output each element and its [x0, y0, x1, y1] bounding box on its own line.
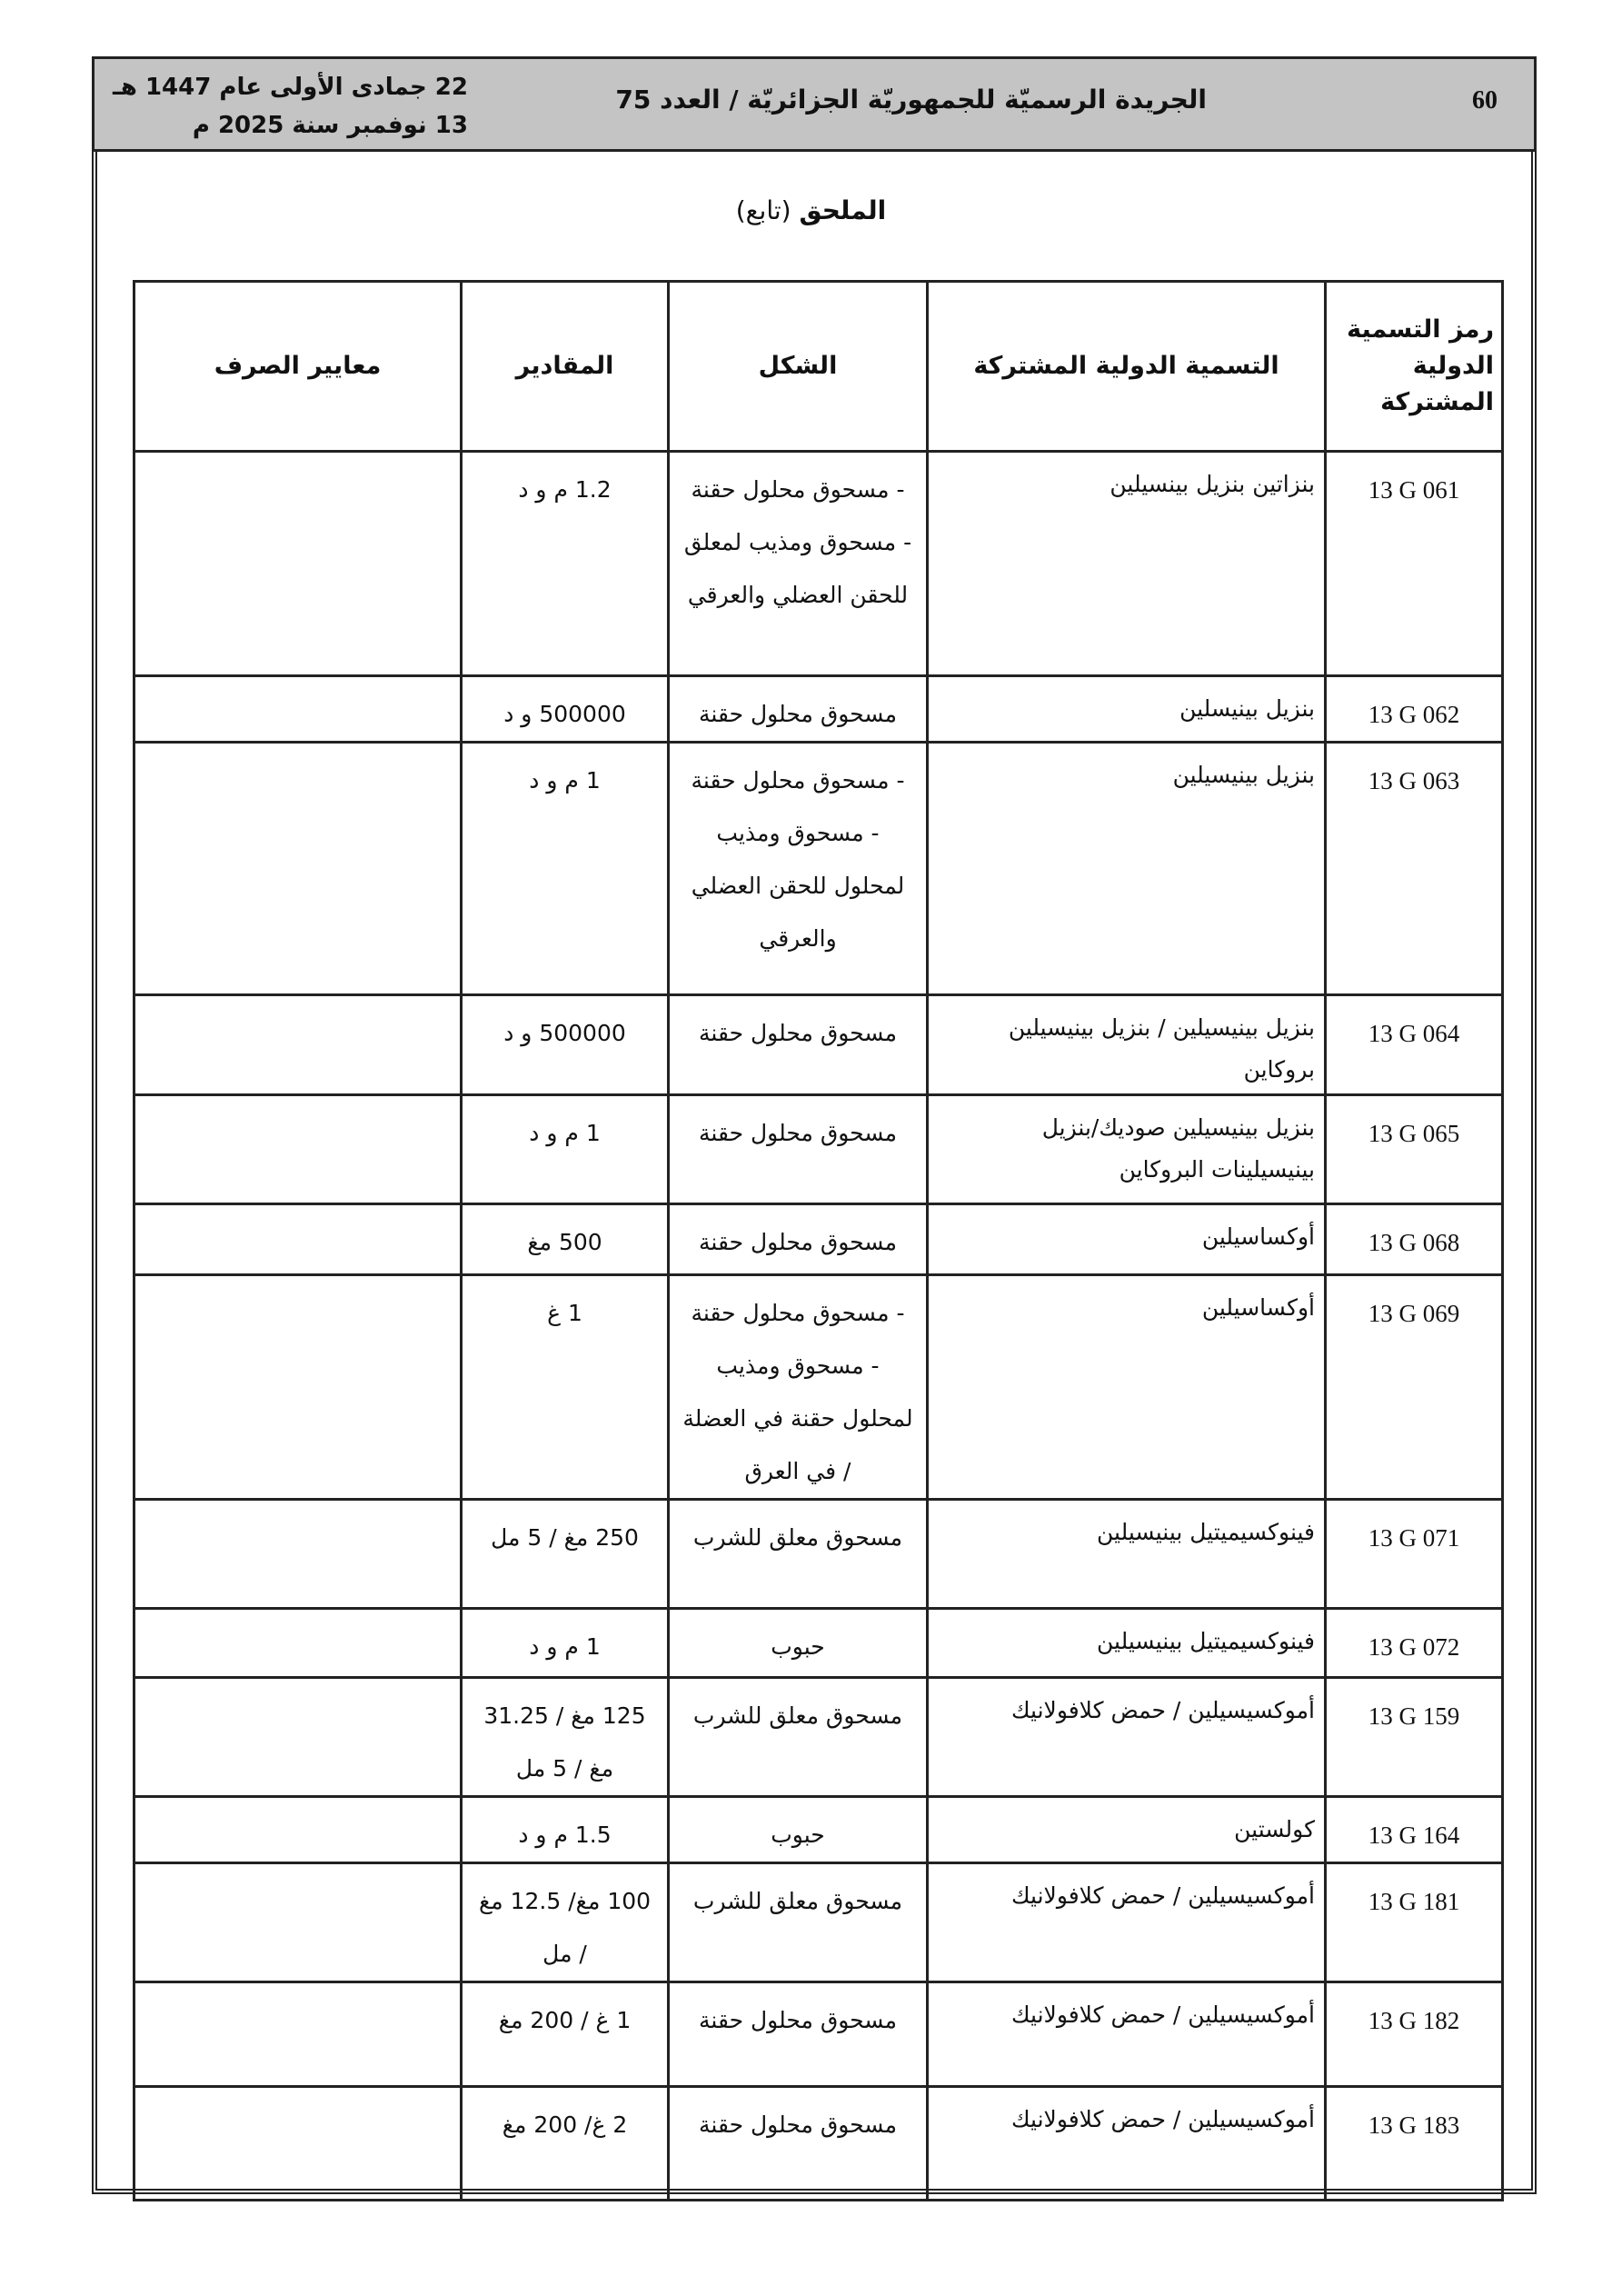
inn-code: 13 G 061	[1326, 452, 1503, 676]
dosage-form	[669, 743, 928, 995]
table-header-row	[134, 282, 1503, 452]
strength: 500 مغ	[462, 1204, 669, 1275]
dispensing-criteria	[134, 452, 462, 676]
strength: 1.5 م و د	[462, 1797, 669, 1863]
form-line: - مسحوق محلول حقنة	[691, 476, 905, 503]
dosage-form	[669, 1500, 928, 1609]
page-number: 60	[1472, 86, 1498, 115]
inn-code: 13 G 064	[1326, 995, 1503, 1095]
inn-code: 13 G 062	[1326, 676, 1503, 743]
dispensing-criteria	[134, 1982, 462, 2087]
strength: 1 م و د	[462, 743, 669, 995]
strength: 125 مغ / 31.25 مغ / 5 مل	[462, 1678, 669, 1797]
strength: 100 مغ/ 12.5 مغ / مل	[462, 1863, 669, 1982]
date-hijri: 22 جمادى الأولى عام 1447 هـ	[113, 74, 468, 101]
dispensing-criteria	[134, 995, 462, 1095]
column-header: معايير الصرف	[134, 282, 462, 452]
inn-code: 13 G 183	[1326, 2087, 1503, 2201]
issue-date	[113, 68, 468, 145]
form-line: - مسحوق محلول حقنة	[691, 767, 905, 794]
dispensing-criteria	[134, 2087, 462, 2201]
dispensing-criteria	[134, 743, 462, 995]
dosage-form	[669, 1863, 928, 1982]
form-line: مسحوق محلول حقنة	[699, 1229, 897, 1255]
inn-name: أموكسيسيلين / حمض كلافولانيك	[928, 2087, 1326, 2201]
column-header: الشكل	[669, 282, 928, 452]
form-line: - مسحوق محلول حقنة	[691, 1300, 905, 1326]
form-line: مسحوق محلول حقنة	[699, 2007, 897, 2033]
dosage-form	[669, 1678, 928, 1797]
table-row	[134, 1609, 1503, 1678]
inn-code: 13 G 159	[1326, 1678, 1503, 1797]
inn-code: 13 G 164	[1326, 1797, 1503, 1863]
form-line: - مسحوق ومذيب لمحلول للحقن العضلي والعرقي	[691, 820, 905, 952]
table-row	[134, 1095, 1503, 1204]
table-row	[134, 1863, 1503, 1982]
inn-code: 13 G 065	[1326, 1095, 1503, 1204]
column-header: رمز التسمية الدولية المشتركة	[1326, 282, 1503, 452]
form-line: مسحوق معلق للشرب	[692, 1888, 903, 1914]
strength: 500000 و د	[462, 676, 669, 743]
table-row	[134, 1982, 1503, 2087]
form-line: مسحوق محلول حقنة	[699, 1120, 897, 1146]
form-line: حبوب	[771, 1633, 825, 1660]
inn-name: بنزيل بينيسيلين / بنزيل بينيسيلين بروكاين	[928, 995, 1326, 1095]
dispensing-criteria	[134, 1204, 462, 1275]
dosage-form	[669, 1797, 928, 1863]
inn-name: أموكسيسيلين / حمض كلافولانيك	[928, 1678, 1326, 1797]
dosage-form	[669, 1095, 928, 1204]
inn-name: أوكساسيلين	[928, 1204, 1326, 1275]
table-row	[134, 1275, 1503, 1500]
inn-name: أموكسيسيلين / حمض كلافولانيك	[928, 1863, 1326, 1982]
dosage-form	[669, 1982, 928, 2087]
table-row	[134, 1797, 1503, 1863]
inn-name: بنزاتين بنزيل بينسيلين	[928, 452, 1326, 676]
dosage-form	[669, 452, 928, 676]
table-row	[134, 1500, 1503, 1609]
table-row	[134, 1678, 1503, 1797]
dosage-form	[669, 676, 928, 743]
annex-subtitle: (تابع)	[735, 195, 791, 225]
strength: 1 غ / 200 مغ	[462, 1982, 669, 2087]
strength: 1 م و د	[462, 1095, 669, 1204]
form-line: مسحوق محلول حقنة	[699, 1020, 897, 1046]
column-header: المقادير	[462, 282, 669, 452]
strength: 250 مغ / 5 مل	[462, 1500, 669, 1609]
inn-name: بنزيل بينيسيلين	[928, 743, 1326, 995]
dispensing-criteria	[134, 1500, 462, 1609]
form-line: مسحوق معلق للشرب	[692, 1702, 903, 1729]
dispensing-criteria	[134, 1609, 462, 1678]
date-gregorian: 13 نوفمبر سنة 2025 م	[192, 112, 468, 139]
form-line: - مسحوق ومذيب لمحلول حقنة في العضلة / في العرق	[682, 1353, 913, 1484]
inn-name: بنزيل بينيسيلين صوديك/بنزيل بينيسيلينات البروكاين	[928, 1095, 1326, 1204]
inn-code: 13 G 069	[1326, 1275, 1503, 1500]
annex-heading	[0, 195, 1622, 225]
inn-code: 13 G 182	[1326, 1982, 1503, 2087]
dosage-form	[669, 1204, 928, 1275]
dosage-form	[669, 1609, 928, 1678]
inn-code: 13 G 063	[1326, 743, 1503, 995]
inn-name: بنزيل بينيسلين	[928, 676, 1326, 743]
inn-name: كولستين	[928, 1797, 1326, 1863]
inn-name: فينوكسيميتيل بينيسيلين	[928, 1500, 1326, 1609]
form-line: حبوب	[771, 1822, 825, 1848]
page-header	[92, 56, 1537, 152]
table-row	[134, 995, 1503, 1095]
inn-name: فينوكسيميتيل بينيسيلين	[928, 1609, 1326, 1678]
inn-code: 13 G 071	[1326, 1500, 1503, 1609]
dosage-form	[669, 995, 928, 1095]
column-header: التسمية الدولية المشتركة	[928, 282, 1326, 452]
strength: 500000 و د	[462, 995, 669, 1095]
form-line: مسحوق محلول حقنة	[699, 2111, 897, 2138]
journal-title: الجريدة الرسميّة للجمهوريّة الجزائريّة / العدد 75	[615, 85, 1207, 115]
strength: 2 غ/ 200 مغ	[462, 2087, 669, 2201]
dispensing-criteria	[134, 1863, 462, 1982]
inn-code: 13 G 072	[1326, 1609, 1503, 1678]
inn-code: 13 G 181	[1326, 1863, 1503, 1982]
dispensing-criteria	[134, 676, 462, 743]
dispensing-criteria	[134, 1275, 462, 1500]
inn-code: 13 G 068	[1326, 1204, 1503, 1275]
dispensing-criteria	[134, 1797, 462, 1863]
dosage-form	[669, 2087, 928, 2201]
form-line: - مسحوق ومذيب لمعلق للحقن العضلي والعرقي	[683, 529, 912, 608]
form-line: مسحوق معلق للشرب	[692, 1524, 903, 1551]
strength: 1.2 م و د	[462, 452, 669, 676]
table-row	[134, 676, 1503, 743]
strength: 1 م و د	[462, 1609, 669, 1678]
table-row	[134, 452, 1503, 676]
table-row	[134, 2087, 1503, 2201]
annex-table	[133, 280, 1504, 2201]
annex-title: الملحق	[799, 195, 887, 225]
table-row	[134, 1204, 1503, 1275]
dispensing-criteria	[134, 1678, 462, 1797]
dispensing-criteria	[134, 1095, 462, 1204]
table-row	[134, 743, 1503, 995]
inn-name: أوكساسيلين	[928, 1275, 1326, 1500]
form-line: مسحوق محلول حقنة	[699, 701, 897, 727]
inn-name: أموكسيسيلين / حمض كلافولانيك	[928, 1982, 1326, 2087]
strength: 1 غ	[462, 1275, 669, 1500]
dosage-form	[669, 1275, 928, 1500]
